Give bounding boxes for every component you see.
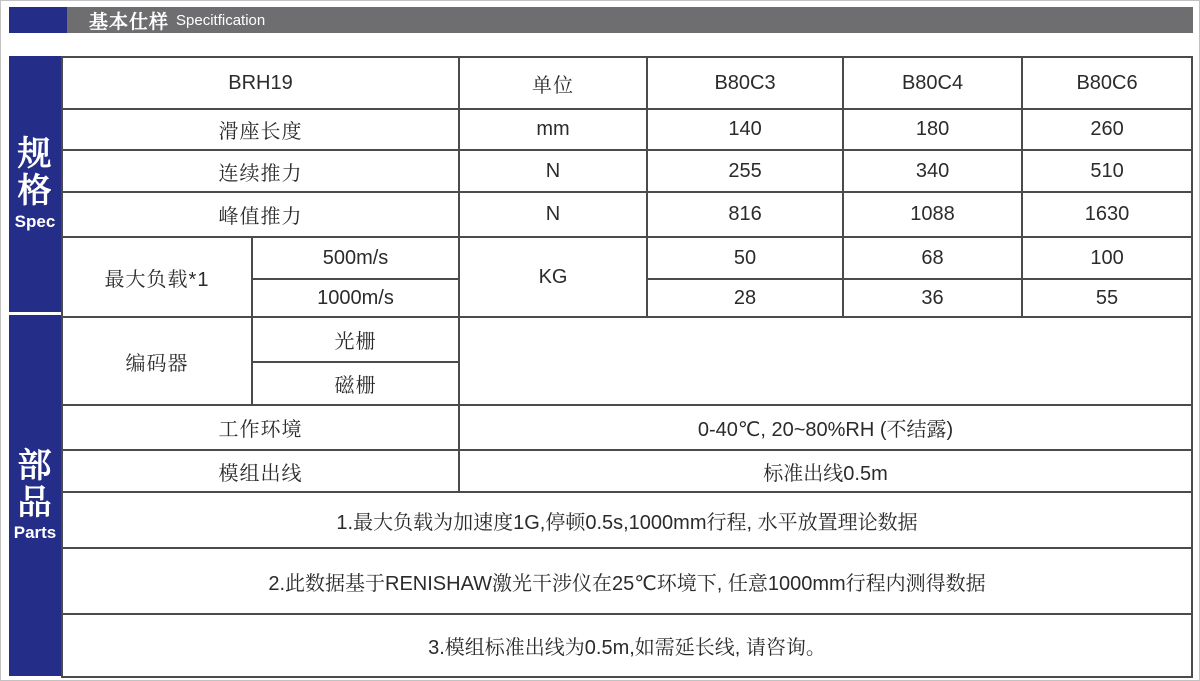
value-cell: 140 [647,109,843,150]
page-title-en: Specitfication [176,11,266,29]
environment-value: 0-40℃, 20~80%RH (不结露) [459,405,1192,450]
value-cell: 1630 [1022,192,1192,237]
value-cell: 510 [1022,150,1192,192]
row-unit: mm [459,109,647,150]
value-cell: 180 [843,109,1022,150]
table-row-slider-length [62,109,1192,150]
sidebar-parts-label-zh: 部品 [17,446,53,522]
cable-label: 模组出线 [62,450,459,492]
spec-table [61,56,1193,678]
row-unit: N [459,192,647,237]
row-label: 滑座长度 [62,109,459,150]
max-load-label: 最大负载*1 [62,237,252,317]
max-load-unit: KG [459,237,647,317]
value-cell: 68 [843,237,1022,279]
cable-value: 标准出线0.5m [459,450,1192,492]
table-row-continuous-thrust [62,150,1192,192]
row-unit: N [459,150,647,192]
column-header-b80c6: B80C6 [1022,57,1192,109]
title-accent-block [9,7,67,33]
table-row-note-1 [62,492,1192,548]
model-name-cell: BRH19 [62,57,459,109]
environment-label: 工作环境 [62,405,459,450]
encoder-sub-label: 磁栅 [252,362,459,405]
table-row-peak-thrust [62,192,1192,237]
max-load-sub-label: 500m/s [252,237,459,279]
sidebar-parts-label-en: Parts [13,523,57,543]
table-row-header [62,57,1192,109]
encoder-empty-cell [459,317,1192,405]
value-cell: 260 [1022,109,1192,150]
page-title-zh: 基本仕样 [89,11,170,33]
value-cell: 100 [1022,237,1192,279]
page-title [89,7,265,33]
column-header-b80c4: B80C4 [843,57,1022,109]
value-cell: 340 [843,150,1022,192]
sidebar-band-parts [9,315,61,676]
sidebar-spec-label-en: Spec [14,211,56,231]
note-text: 1.最大负载为加速度1G,停顿0.5s,1000mm行程, 水平放置理论数据 [62,492,1192,548]
row-label: 峰值推力 [62,192,459,237]
value-cell: 816 [647,192,843,237]
value-cell: 255 [647,150,843,192]
note-text: 3.模组标准出线为0.5m,如需延长线, 请咨询。 [62,614,1192,677]
sidebar-spec-label-zh: 规格 [17,135,53,210]
column-header-b80c3: B80C3 [647,57,843,109]
encoder-sub-label: 光栅 [252,317,459,362]
value-cell: 1088 [843,192,1022,237]
value-cell: 50 [647,237,843,279]
table-row-note-3 [62,614,1192,677]
value-cell: 28 [647,279,843,317]
encoder-label: 编码器 [62,317,252,405]
row-label: 连续推力 [62,150,459,192]
value-cell: 55 [1022,279,1192,317]
table-row-encoder-optical [62,317,1192,362]
table-row-max-load-500 [62,237,1192,279]
max-load-sub-label: 1000m/s [252,279,459,317]
title-bar [9,7,1193,33]
value-cell: 36 [843,279,1022,317]
note-text: 2.此数据基于RENISHAW激光干涉仪在25℃环境下, 任意1000mm行程内测得数据 [62,548,1192,614]
unit-header-cell: 单位 [459,57,647,109]
table-row-cable [62,450,1192,492]
table-row-note-2 [62,548,1192,614]
table-row-environment [62,405,1192,450]
sidebar-band-spec [9,56,61,312]
